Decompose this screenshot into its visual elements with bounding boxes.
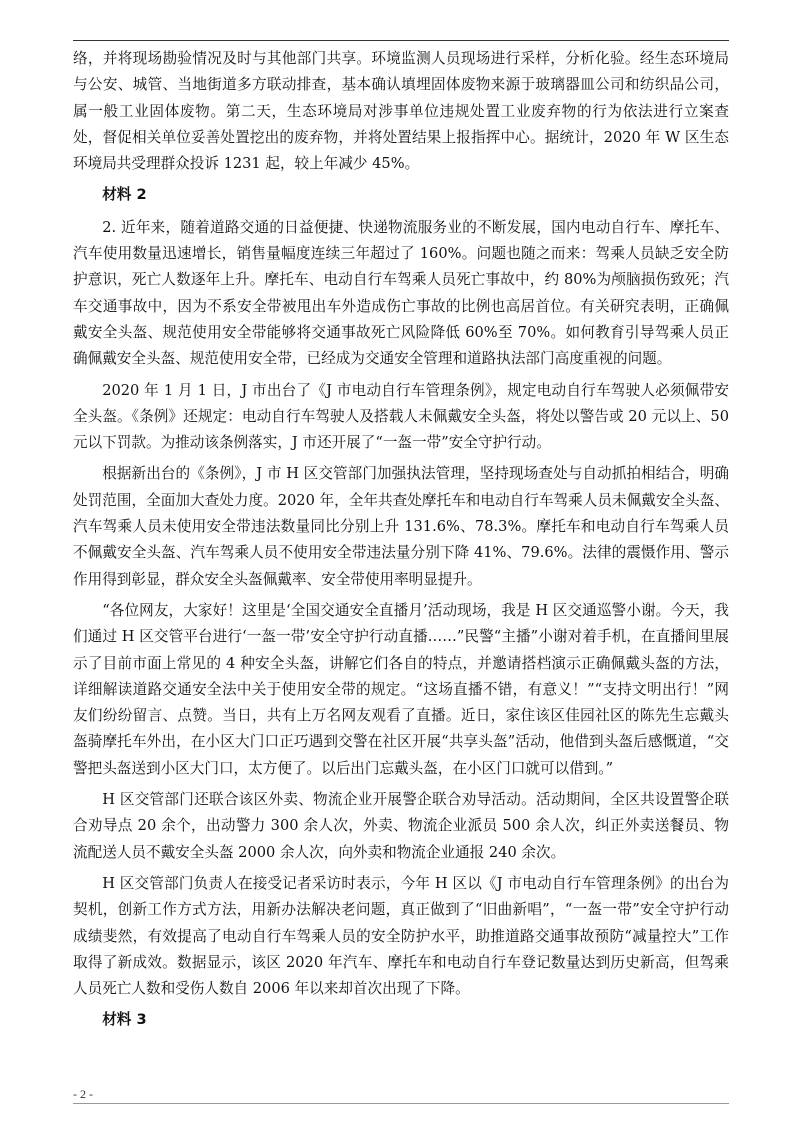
page-number: - 2 - xyxy=(73,1087,93,1101)
section-heading-material-3: 材料 3 xyxy=(102,1011,147,1029)
paragraph: 2020 年 1 月 1 日，J 市出台了《J 市电动自行车管理条例》，规定电动自行车驾驶人必须佩带安全头盔。《条例》还规定：电动自行车驾驶人及搭载人未佩戴安全头盔，将处以警告或 20 元以上、50 元以下罚款。为推动该条例落实，J 市还开展了“一盔一带”安全守护行动。 xyxy=(73,381,729,452)
header-rule xyxy=(73,40,729,41)
paragraph: H 区交管部门负责人在接受记者采访时表示，今年 H 区以《J 市电动自行车管理条例》的出台为契机，创新工作方式方法，用新办法解决老问题，真正做到了“旧曲新唱”，“一盔一带”安全守护行动成绩斐然，有效提高了电动自行车驾乘人员的安全防护水平，助推道路交通事故预防“减量控大”工作取得了新成效。数据显示，该区 2020 年汽车、摩托车和电动自行车登记数量达到历史新高，但驾乘人员死亡人数和受伤人数自 2006 年以来却首次出现了下降。 xyxy=(73,874,729,998)
section-heading-material-2: 材料 2 xyxy=(102,186,147,204)
paragraph: “各位网友，大家好！这里是‘全国交通安全直播月’活动现场，我是 H 区交通巡警小谢。今天，我们通过 H 区交管平台进行‘一盔一带’安全守护行动直播……”民警“主播”小谢对着手机，在直播间里展示了目前市面上常见的 4 种安全头盔，讲解它们各自的特点，并邀请搭档演示正确佩戴头盔的方法，详细解读道路交通安全法中关于使用安全带的规定。“这场直播不错，有意义！”“支持文明出行！”网友们纷纷留言、点赞。当日，共有上万名网友观看了直播。近日，家住该区佳园社区的陈先生忘戴头盔骑摩托车外出，在小区大门口正巧遇到交警在社区开展“共享头盔”活动，他借到头盔后感慨道，“交警把头盔送到小区大门口，太方便了。以后出门忘戴头盔，在小区门口就可以借到。” xyxy=(73,601,729,777)
footer-rule xyxy=(73,1103,729,1104)
document-body xyxy=(73,46,729,1040)
paragraph-continued: 络，并将现场勘验情况及时与其他部门共享。环境监测人员现场进行采样，分析化验。经生态环境局与公安、城管、当地街道多方联动排查，基本确认填埋固体废物来源于玻璃器皿公司和纺织品公司，属一般工业固体废物。第二天，生态环境局对涉事单位违规处置工业废弃物的行为依法进行立案查处，督促相关单位妥善处置挖出的废弃物，并将处置结果上报指挥中心。据统计，2020 年 W 区生态环境局共受理群众投诉 1231 起，较上年减少 45%。 xyxy=(73,50,729,173)
paragraph: H 区交管部门还联合该区外卖、物流企业开展警企联合劝导活动。活动期间，全区共设置警企联合劝导点 20 余个，出动警力 300 余人次，外卖、物流企业派员 500 余人次，纠正外卖送餐员、物流配送人员不戴安全头盔 2000 余人次，向外卖和物流企业通报 240 余次。 xyxy=(73,791,729,861)
paragraph: 根据新出台的《条例》，J 市 H 区交管部门加强执法管理，坚持现场查处与自动抓拍相结合，明确处罚范围，全面加大查处力度。2020 年，全年共查处摩托车和电动自行车驾乘人员未佩戴安全头盔、汽车驾乘人员未使用安全带违法数量同比分别上升 131.6%、78.3%。摩托车和电动自行车驾乘人员不佩戴安全头盔、汽车驾乘人员不使用安全带违法量分别下降 41%、79.6%。法律的震慑作用、警示作用得到彰显，群众安全头盔佩戴率、安全带使用率明显提升。 xyxy=(73,465,729,588)
paragraph: 2. 近年来，随着道路交通的日益便捷、快递物流服务业的不断发展，国内电动自行车、摩托车、汽车使用数量迅速增长，销售量幅度连续三年超过了 160%。问题也随之而来：驾乘人员缺乏安全防护意识，死亡人数逐年上升。摩托车、电动自行车驾乘人员死亡事故中，约 80%为颅脑损伤致死；汽车交通事故中，因为不系安全带被甩出车外造成伤亡事故的比例也高居首位。有关研究表明，正确佩戴安全头盔、规范使用安全带能够将交通事故死亡风险降低 60%至 70%。如何教育引导驾乘人员正确佩戴安全头盔、规范使用安全带，已经成为交通安全管理和道路执法部门高度重视的问题。 xyxy=(73,218,729,368)
